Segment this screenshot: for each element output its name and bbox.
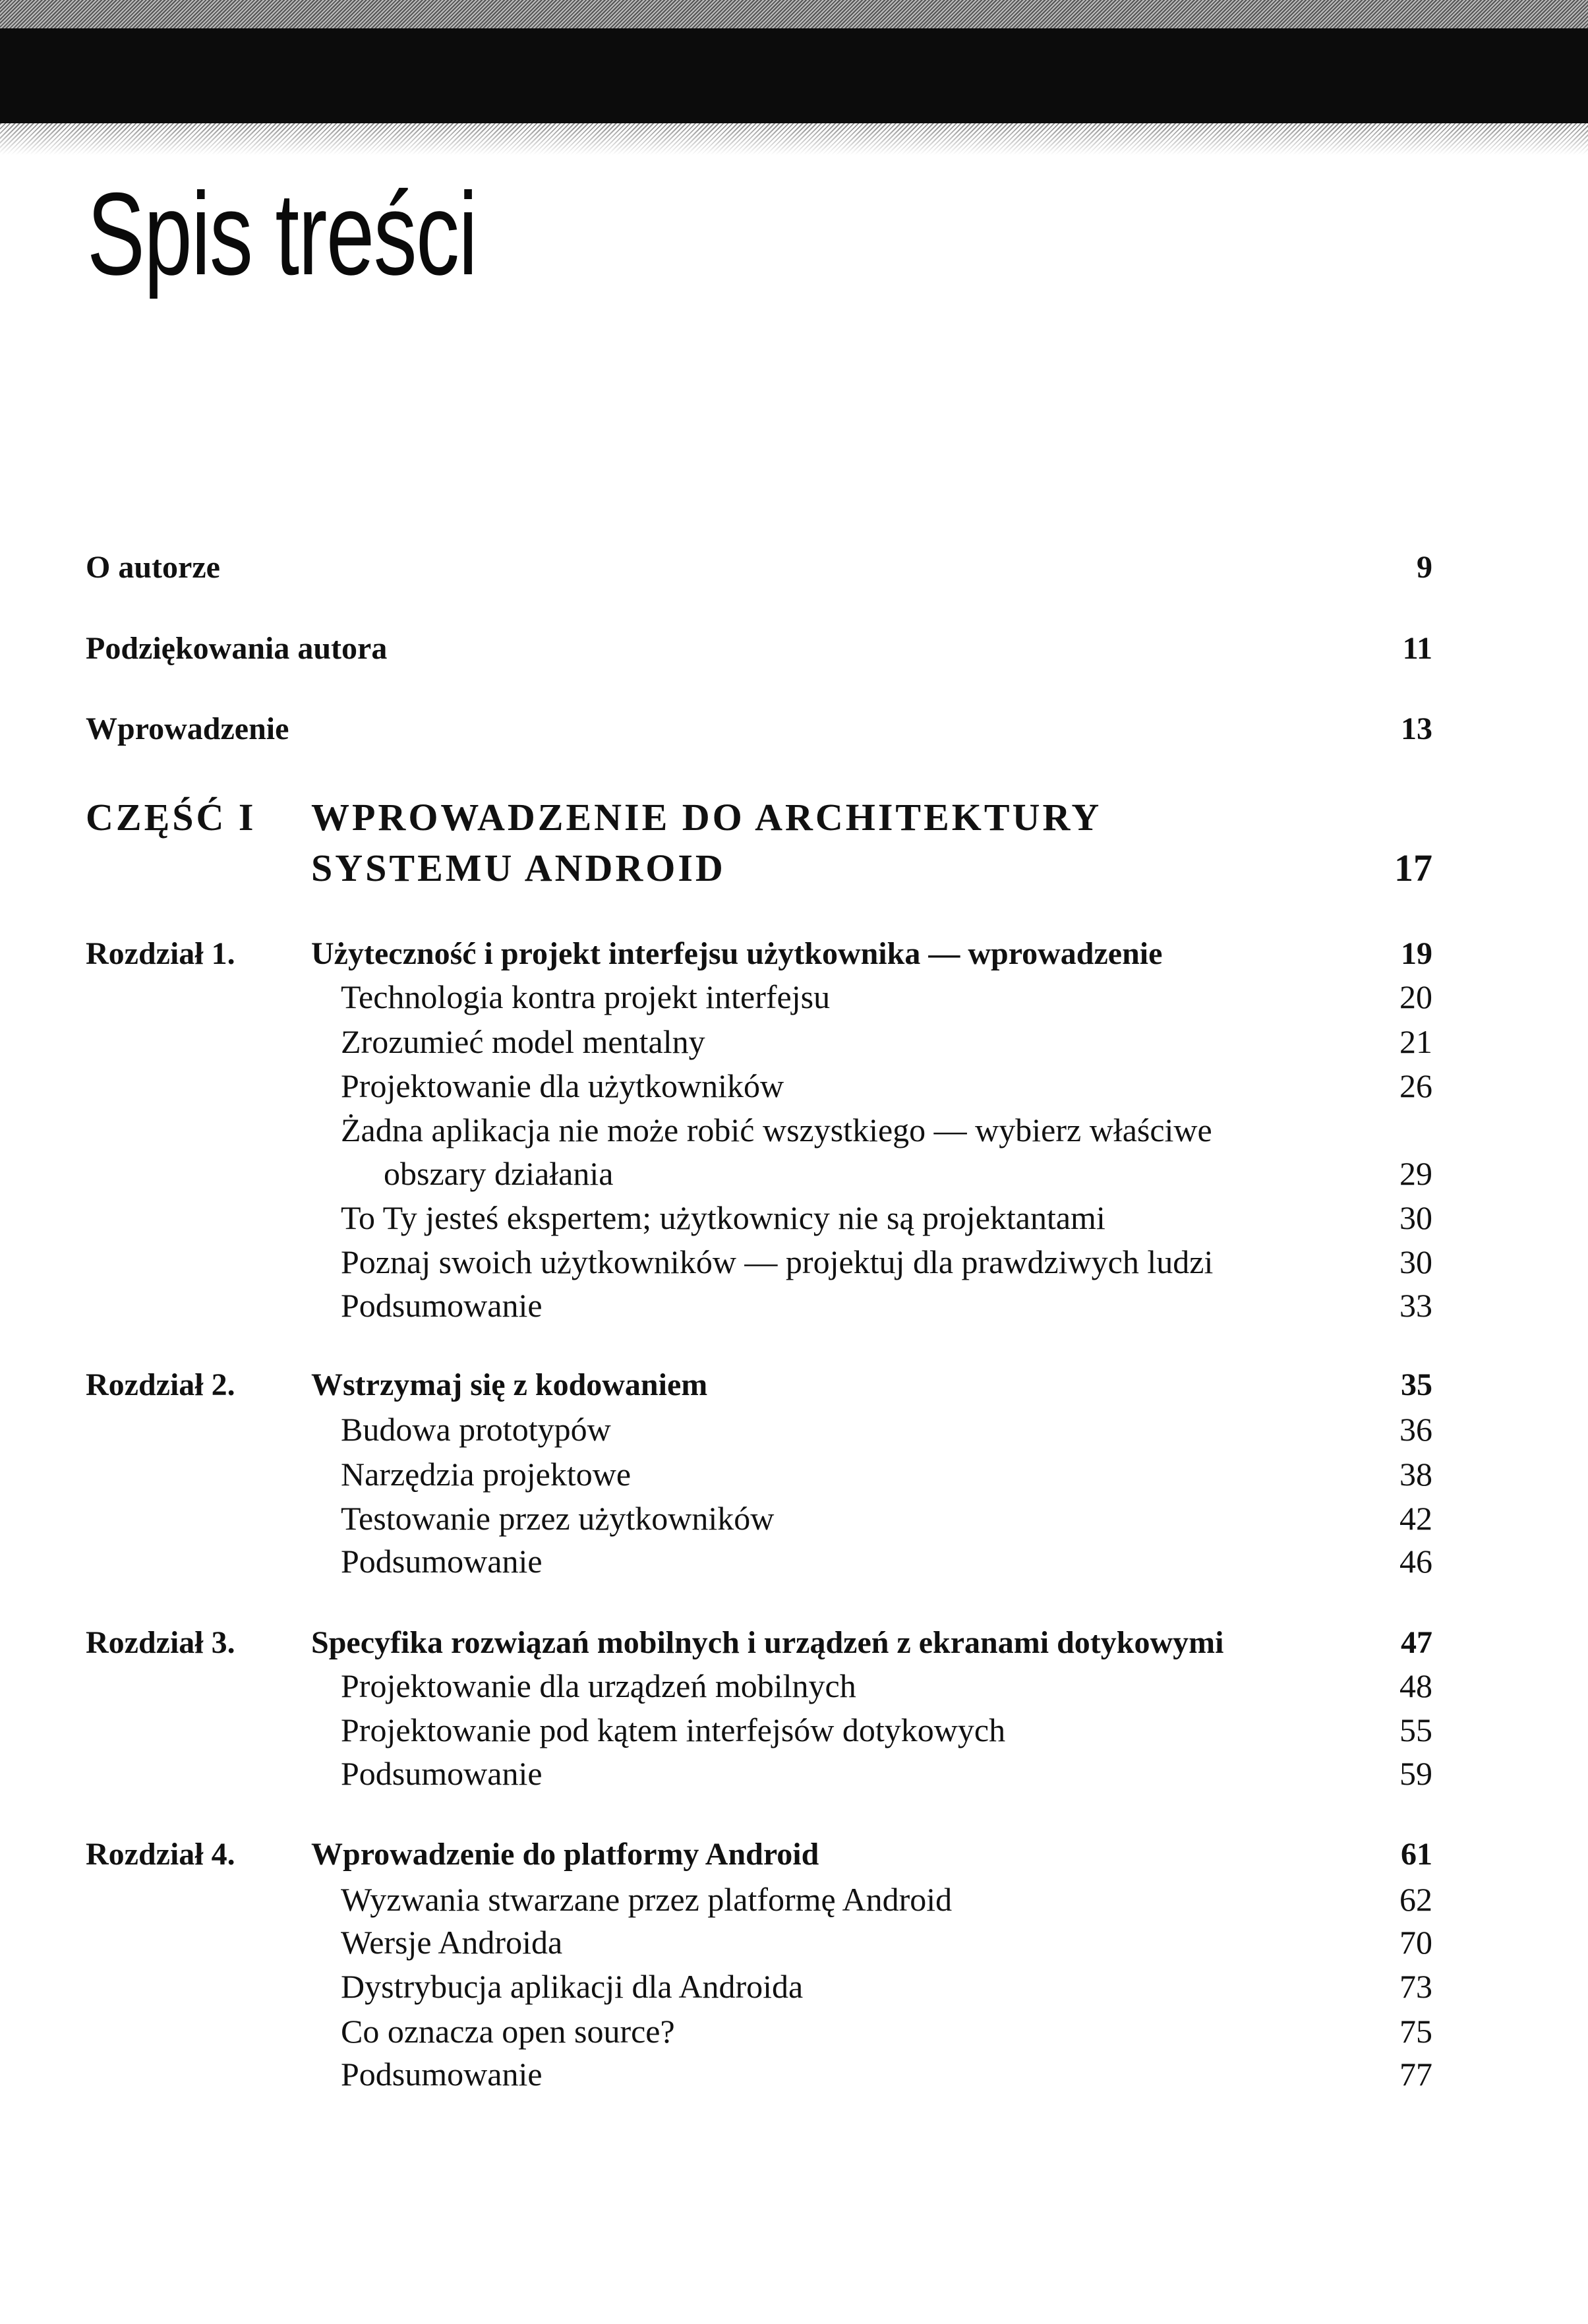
- section-entry: [0, 1106, 1588, 1154]
- section-entry-continued: [0, 1150, 1588, 1197]
- section-entry: [0, 973, 1588, 1021]
- header-hatch-bottom: [0, 123, 1588, 155]
- entry-page: 9: [1417, 550, 1432, 585]
- part-page: 17: [1394, 847, 1432, 889]
- section-title: Wyzwania stwarzane przez platformę Android: [341, 1881, 953, 1918]
- chapter-heading: [0, 930, 1588, 978]
- section-title: Projektowanie pod kątem interfejsów dotykowych: [341, 1712, 1006, 1748]
- toc-entry: [0, 625, 1588, 672]
- chapter-title: Wstrzymaj się z kodowaniem: [311, 1367, 708, 1402]
- section-page: 29: [1399, 1155, 1432, 1192]
- chapter-page: 61: [1401, 1837, 1432, 1872]
- header-hatch-top: [0, 0, 1588, 29]
- section-page: 30: [1399, 1243, 1432, 1280]
- section-page: 46: [1399, 1543, 1432, 1580]
- chapter-title: Specyfika rozwiązań mobilnych i urządzeń z ekranami dotykowymi: [311, 1625, 1224, 1660]
- section-page: 55: [1399, 1712, 1432, 1748]
- chapter-label: Rozdział 4.: [86, 1837, 235, 1872]
- section-page: 73: [1399, 1968, 1432, 2005]
- section-entry: [0, 1963, 1588, 2010]
- section-entry: [0, 1018, 1588, 1065]
- part-label: CZĘŚĆ I: [86, 796, 256, 839]
- section-page: 77: [1399, 2056, 1432, 2093]
- section-title: Budowa prototypów: [341, 1411, 611, 1448]
- section-entry: [0, 1495, 1588, 1542]
- section-title: Projektowanie dla urządzeń mobilnych: [341, 1667, 856, 1704]
- section-title: Żadna aplikacja nie może robić wszystkiego — wybierz właściwe: [341, 1112, 1212, 1148]
- section-page: 38: [1399, 1456, 1432, 1493]
- section-title: Podsumowanie: [341, 2056, 543, 2093]
- chapter-label: Rozdział 1.: [86, 936, 235, 971]
- section-entry: [0, 1876, 1588, 1923]
- section-title: Projektowanie dla użytkowników: [341, 1067, 784, 1104]
- page-title: Spis treści: [87, 168, 477, 299]
- section-title-cont: obszary działania: [384, 1155, 614, 1192]
- entry-title: O autorze: [86, 550, 220, 585]
- section-title: Co oznacza open source?: [341, 2013, 675, 2050]
- section-title: To Ty jesteś ekspertem; użytkownicy nie są projektantami: [341, 1199, 1105, 1236]
- section-page: 48: [1399, 1667, 1432, 1704]
- section-entry: [0, 1406, 1588, 1453]
- section-title: Podsumowanie: [341, 1287, 543, 1324]
- section-title: Zrozumieć model mentalny: [341, 1023, 705, 1060]
- section-entry: [0, 1706, 1588, 1754]
- section-entry: [0, 1194, 1588, 1241]
- section-page: 36: [1399, 1411, 1432, 1448]
- section-page: 75: [1399, 2013, 1432, 2050]
- section-entry: [0, 2008, 1588, 2055]
- section-entry: [0, 1238, 1588, 1286]
- entry-page: 13: [1401, 711, 1432, 746]
- chapter-heading: [0, 1619, 1588, 1667]
- part-title-line2: SYSTEMU ANDROID: [311, 847, 726, 889]
- chapter-page: 19: [1401, 936, 1432, 971]
- section-title: Narzędzia projektowe: [341, 1456, 632, 1493]
- section-page: 59: [1399, 1755, 1432, 1792]
- section-page: 26: [1399, 1067, 1432, 1104]
- section-title: Podsumowanie: [341, 1543, 543, 1580]
- section-entry: [0, 2050, 1588, 2098]
- chapter-heading: [0, 1361, 1588, 1409]
- section-page: 30: [1399, 1199, 1432, 1236]
- header-band: [0, 28, 1588, 124]
- section-entry: [0, 1662, 1588, 1710]
- section-entry: [0, 1450, 1588, 1498]
- section-title: Poznaj swoich użytkowników — projektuj dla prawdziwych ludzi: [341, 1243, 1214, 1280]
- part-title-line1: WPROWADZENIE DO ARCHITEKTURY: [311, 796, 1102, 839]
- toc-entry: [0, 705, 1588, 753]
- part-heading: [0, 845, 1588, 892]
- entry-title: Podziękowania autora: [86, 631, 388, 666]
- section-page: 70: [1399, 1924, 1432, 1961]
- section-page: 21: [1399, 1023, 1432, 1060]
- section-title: Podsumowanie: [341, 1755, 543, 1792]
- section-entry: [0, 1537, 1588, 1585]
- chapter-label: Rozdział 2.: [86, 1367, 235, 1402]
- chapter-title: Wprowadzenie do platformy Android: [311, 1837, 819, 1872]
- section-page: 42: [1399, 1500, 1432, 1537]
- section-page: 62: [1399, 1881, 1432, 1918]
- section-entry: [0, 1750, 1588, 1797]
- part-heading: [0, 794, 1588, 841]
- chapter-title: Użyteczność i projekt interfejsu użytkownika — wprowadzenie: [311, 936, 1163, 971]
- entry-page: 11: [1402, 631, 1432, 666]
- entry-title: Wprowadzenie: [86, 711, 289, 746]
- section-entry: [0, 1919, 1588, 1966]
- section-entry: [0, 1062, 1588, 1110]
- section-title: Dystrybucja aplikacji dla Androida: [341, 1968, 804, 2005]
- section-title: Technologia kontra projekt interfejsu: [341, 978, 831, 1015]
- section-title: Testowanie przez użytkowników: [341, 1500, 775, 1537]
- section-title: Wersje Androida: [341, 1924, 563, 1961]
- toc-entry: [0, 544, 1588, 591]
- section-page: 33: [1399, 1287, 1432, 1324]
- section-entry: [0, 1282, 1588, 1329]
- chapter-label: Rozdział 3.: [86, 1625, 235, 1660]
- chapter-page: 47: [1401, 1625, 1432, 1660]
- chapter-page: 35: [1401, 1367, 1432, 1402]
- section-page: 20: [1399, 978, 1432, 1015]
- chapter-heading: [0, 1831, 1588, 1878]
